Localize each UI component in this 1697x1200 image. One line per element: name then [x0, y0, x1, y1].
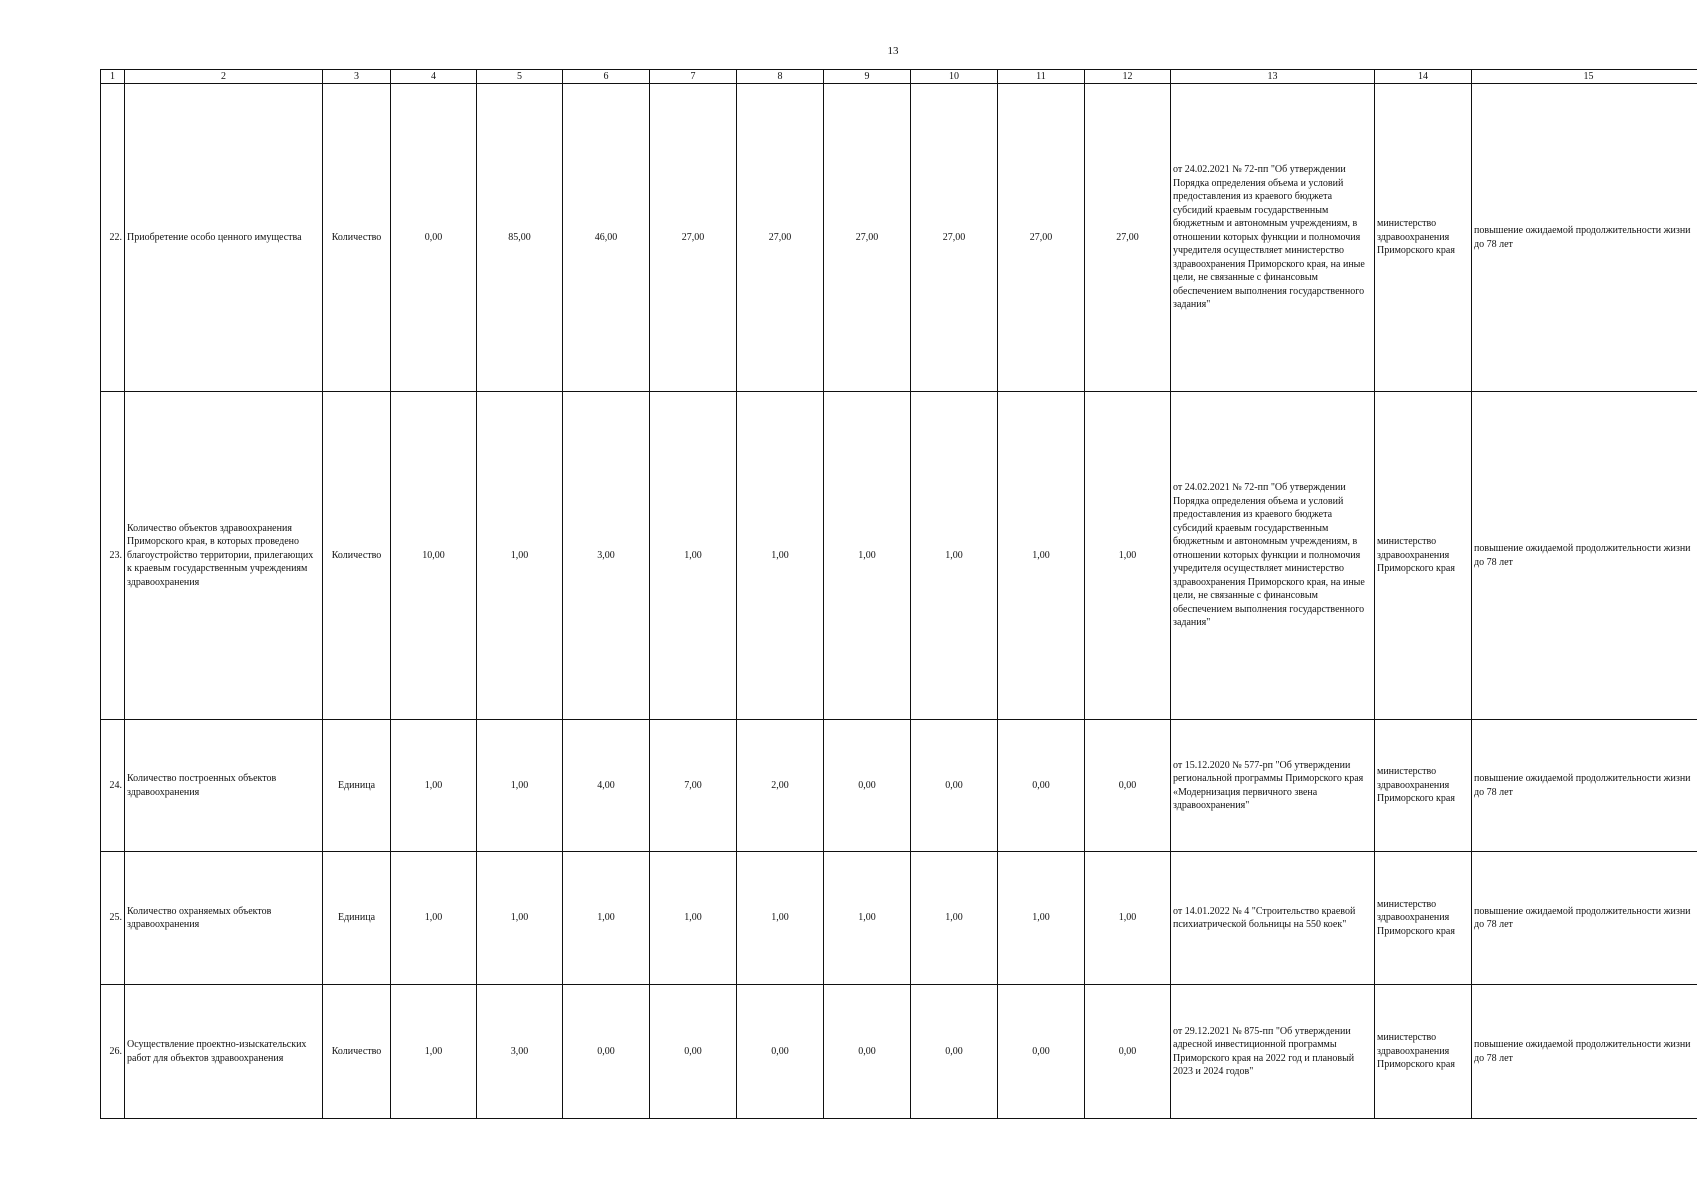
value-cell: 1,00	[824, 392, 911, 720]
row-index: 22.	[101, 84, 125, 392]
value-cell: 0,00	[824, 720, 911, 852]
unit-cell: Количество	[323, 392, 391, 720]
value-cell: 1,00	[737, 852, 824, 985]
indicators-table	[100, 69, 1697, 1119]
row-index: 23.	[101, 392, 125, 720]
value-cell: 1,00	[824, 852, 911, 985]
column-header: 9	[824, 70, 911, 84]
value-cell: 27,00	[911, 84, 998, 392]
responsible-agency: министерство здравоохранения Приморского края	[1375, 392, 1472, 720]
column-header: 14	[1375, 70, 1472, 84]
value-cell: 1,00	[650, 392, 737, 720]
value-cell: 1,00	[391, 985, 477, 1119]
value-cell: 0,00	[1085, 985, 1171, 1119]
value-cell: 0,00	[650, 985, 737, 1119]
responsible-agency: министерство здравоохранения Приморского края	[1375, 985, 1472, 1119]
value-cell: 10,00	[391, 392, 477, 720]
unit-cell: Единица	[323, 720, 391, 852]
column-header: 2	[125, 70, 323, 84]
unit-cell: Единица	[323, 852, 391, 985]
column-header: 13	[1171, 70, 1375, 84]
value-cell: 2,00	[737, 720, 824, 852]
value-cell: 27,00	[998, 84, 1085, 392]
column-header: 11	[998, 70, 1085, 84]
value-cell: 0,00	[1085, 720, 1171, 852]
value-cell: 0,00	[911, 720, 998, 852]
value-cell: 1,00	[1085, 852, 1171, 985]
value-cell: 0,00	[563, 985, 650, 1119]
value-cell: 3,00	[477, 985, 563, 1119]
column-header: 15	[1472, 70, 1697, 84]
legal-document: от 24.02.2021 № 72-пп "Об утверждении Порядка определения объема и условий предоставления из краевого бюджета субсидий краевым государственным бюджетным и автономным учреждениям, в отношении которых функции и полномочия учредителя осуществляет министерство здравоохранения Приморского края, на иные цели, не связанные с финансовым обеспечением выполнения государственного задания"	[1171, 392, 1375, 720]
value-cell: 46,00	[563, 84, 650, 392]
indicator-name: Приобретение особо ценного имущества	[125, 84, 323, 392]
value-cell: 1,00	[911, 392, 998, 720]
value-cell: 1,00	[650, 852, 737, 985]
value-cell: 0,00	[391, 84, 477, 392]
value-cell: 1,00	[477, 720, 563, 852]
indicator-name: Количество построенных объектов здравоохранения	[125, 720, 323, 852]
value-cell: 0,00	[998, 720, 1085, 852]
unit-cell: Количество	[323, 84, 391, 392]
row-index: 25.	[101, 852, 125, 985]
value-cell: 0,00	[824, 985, 911, 1119]
goal-cell: повышение ожидаемой продолжительности жизни до 78 лет	[1472, 720, 1697, 852]
goal-cell: повышение ожидаемой продолжительности жизни до 78 лет	[1472, 392, 1697, 720]
table-row	[101, 852, 1697, 985]
responsible-agency: министерство здравоохранения Приморского края	[1375, 852, 1472, 985]
value-cell: 3,00	[563, 392, 650, 720]
value-cell: 7,00	[650, 720, 737, 852]
column-header: 12	[1085, 70, 1171, 84]
indicator-name: Количество охраняемых объектов здравоохранения	[125, 852, 323, 985]
value-cell: 1,00	[391, 720, 477, 852]
value-cell: 1,00	[563, 852, 650, 985]
value-cell: 1,00	[998, 852, 1085, 985]
value-cell: 0,00	[911, 985, 998, 1119]
table-row	[101, 84, 1697, 392]
unit-cell: Количество	[323, 985, 391, 1119]
value-cell: 1,00	[911, 852, 998, 985]
page-number: 13	[887, 45, 899, 57]
value-cell: 27,00	[1085, 84, 1171, 392]
value-cell: 27,00	[824, 84, 911, 392]
legal-document: от 14.01.2022 № 4 "Строительство краевой психиатрической больницы на 550 коек"	[1171, 852, 1375, 985]
value-cell: 27,00	[650, 84, 737, 392]
column-header: 7	[650, 70, 737, 84]
goal-cell: повышение ожидаемой продолжительности жизни до 78 лет	[1472, 84, 1697, 392]
value-cell: 85,00	[477, 84, 563, 392]
column-header: 6	[563, 70, 650, 84]
indicator-name: Количество объектов здравоохранения Приморского края, в которых проведено благоустройство территории, прилегающих к краевым государственным учреждениям здравоохранения	[125, 392, 323, 720]
value-cell: 1,00	[391, 852, 477, 985]
value-cell: 4,00	[563, 720, 650, 852]
column-header: 10	[911, 70, 998, 84]
responsible-agency: министерство здравоохранения Приморского края	[1375, 720, 1472, 852]
legal-document: от 29.12.2021 № 875-пп "Об утверждении адресной инвестиционной программы Приморского края на 2022 год и плановый 2023 и 2024 годов"	[1171, 985, 1375, 1119]
row-index: 26.	[101, 985, 125, 1119]
column-header: 8	[737, 70, 824, 84]
indicator-name: Осуществление проектно-изыскательских работ для объектов здравоохранения	[125, 985, 323, 1119]
value-cell: 1,00	[998, 392, 1085, 720]
value-cell: 1,00	[1085, 392, 1171, 720]
value-cell: 1,00	[477, 392, 563, 720]
value-cell: 27,00	[737, 84, 824, 392]
column-header: 1	[101, 70, 125, 84]
table-row	[101, 720, 1697, 852]
table-row	[101, 392, 1697, 720]
legal-document: от 15.12.2020 № 577-рп "Об утверждении региональной программы Приморского края «Модернизация первичного звена здравоохранения"	[1171, 720, 1375, 852]
responsible-agency: министерство здравоохранения Приморского края	[1375, 84, 1472, 392]
row-index: 24.	[101, 720, 125, 852]
column-header: 3	[323, 70, 391, 84]
table-row	[101, 985, 1697, 1119]
legal-document: от 24.02.2021 № 72-пп "Об утверждении Порядка определения объема и условий предоставления из краевого бюджета субсидий краевым государственным бюджетным и автономным учреждениям, в отношении которых функции и полномочия учредителя осуществляет министерство здравоохранения Приморского края, на иные цели, не связанные с финансовым обеспечением выполнения государственного задания"	[1171, 84, 1375, 392]
column-header: 4	[391, 70, 477, 84]
column-number-row	[101, 70, 1697, 84]
goal-cell: повышение ожидаемой продолжительности жизни до 78 лет	[1472, 852, 1697, 985]
column-header: 5	[477, 70, 563, 84]
value-cell: 1,00	[477, 852, 563, 985]
value-cell: 0,00	[998, 985, 1085, 1119]
value-cell: 1,00	[737, 392, 824, 720]
goal-cell: повышение ожидаемой продолжительности жизни до 78 лет	[1472, 985, 1697, 1119]
value-cell: 0,00	[737, 985, 824, 1119]
